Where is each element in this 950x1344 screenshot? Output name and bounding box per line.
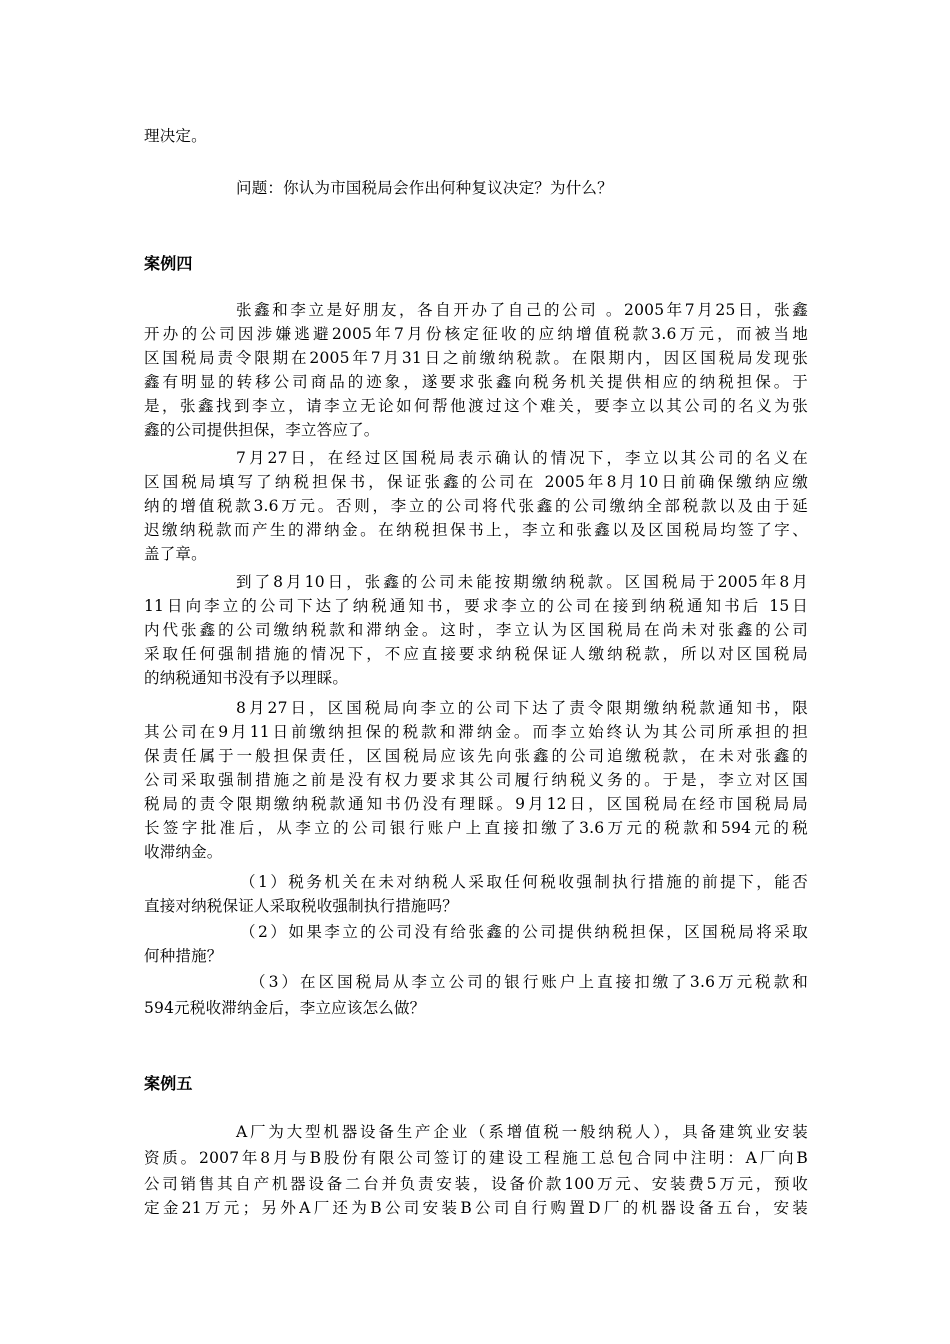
paragraph-line: 收滞纳金。: [144, 843, 223, 861]
paragraph-line: 定金21万元；另外A厂还为B公司安装B公司自行购置D厂的机器设备五台，安装: [144, 1199, 808, 1217]
paragraph-line: 7月27日，在经过区国税局表示确认的情况下，李立以其公司的名义在: [236, 449, 808, 467]
paragraph-line: 保责任属于一般担保责任，区国税局应该先向张鑫的公司追缴税款，在未对张鑫的: [144, 747, 808, 765]
paragraph-line: 采取任何强制措施的情况下，不应直接要求纳税保证人缴纳税款，所以对区国税局: [144, 645, 808, 663]
question-line: 何种措施？: [144, 947, 223, 965]
question-line: （3）在区国税局从李立公司的银行账户上直接扣缴了3.6万元税款和: [250, 973, 808, 991]
paragraph-line: 张鑫和李立是好朋友，各自开办了自己的公司 。2005年7月25日，张鑫: [236, 301, 808, 319]
section-heading-case5: 案例五: [144, 1074, 193, 1093]
paragraph-line: 资质。2007年8月与B股份有限公司签订的建设工程施工总包合同中注明：A厂向B: [144, 1149, 808, 1167]
paragraph-line: 内代张鑫的公司缴纳税款和滞纳金。这时，李立认为区国税局在尚未对张鑫的公司: [144, 621, 808, 639]
paragraph-line: 纳的增值税款3.6万元。否则，李立的公司将代张鑫的公司缴纳全部税款以及由于延: [144, 497, 808, 515]
paragraph-line: 公司销售其自产机器设备二台并负责安装，设备价款100万元、安装费5万元，预收: [144, 1175, 808, 1193]
paragraph-line: 盖了章。: [144, 545, 207, 563]
paragraph-line: 8月27日，区国税局向李立的公司下达了责令限期缴纳税款通知书，限: [236, 699, 808, 717]
paragraph-line: 区国税局填写了纳税担保书，保证张鑫的公司在 2005年8月10日前确保缴纳应缴: [144, 473, 808, 491]
paragraph-line: 是，张鑫找到李立，请李立无论如何帮他渡过这个难关，要李立以其公司的名义为张: [144, 397, 808, 415]
paragraph-line: 理决定。: [144, 127, 207, 145]
paragraph-line: 的纳税通知书没有予以理睬。: [144, 669, 349, 687]
paragraph-line: 鑫有明显的转移公司商品的迹象，遂要求张鑫向税务机关提供相应的纳税担保。于: [144, 373, 808, 391]
paragraph-line: 长签字批准后，从李立的公司银行账户上直接扣缴了3.6万元的税款和594元的税: [144, 819, 808, 837]
question-line: （2）如果李立的公司没有给张鑫的公司提供纳税担保，区国税局将采取: [240, 923, 808, 941]
paragraph-line: 其公司在9月11日前缴纳担保的税款和滞纳金。而李立始终认为其公司所承担的担: [144, 723, 808, 741]
question-line: 594元税收滞纳金后，李立应该怎么做？: [144, 999, 426, 1017]
paragraph-line: 开办的公司因涉嫌逃避2005年7月份核定征收的应纳增值税款3.6万元，而被当地: [144, 325, 808, 343]
paragraph-line: 11日向李立的公司下达了纳税通知书，要求李立的公司在接到纳税通知书后 15日: [144, 597, 808, 615]
question-line: 直接对纳税保证人采取税收强制执行措施吗？: [144, 897, 459, 915]
question-line: 问题：你认为市国税局会作出何种复议决定？为什么？: [236, 179, 613, 197]
paragraph-line: 迟缴纳税款而产生的滞纳金。在纳税担保书上，李立和张鑫以及区国税局均签了字、: [144, 521, 808, 539]
paragraph-line: 公司采取强制措施之前是没有权力要求其公司履行纳税义务的。于是，李立对区国: [144, 771, 808, 789]
paragraph-line: A厂为大型机器设备生产企业（系增值税一般纳税人），具备建筑业安装: [236, 1123, 808, 1141]
section-heading-case4: 案例四: [144, 254, 193, 273]
paragraph-line: 区国税局责令限期在2005年7月31日之前缴纳税款。在限期内，因区国税局发现张: [144, 349, 808, 367]
question-line: （1）税务机关在未对纳税人采取任何税收强制执行措施的前提下，能否: [240, 873, 808, 891]
paragraph-line: 到了8月10日，张鑫的公司未能按期缴纳税款。区国税局于2005年8月: [236, 573, 808, 591]
paragraph-line: 税局的责令限期缴纳税款通知书仍没有理睬。9月12日，区国税局在经市国税局局: [144, 795, 808, 813]
paragraph-line: 鑫的公司提供担保，李立答应了。: [144, 421, 380, 439]
